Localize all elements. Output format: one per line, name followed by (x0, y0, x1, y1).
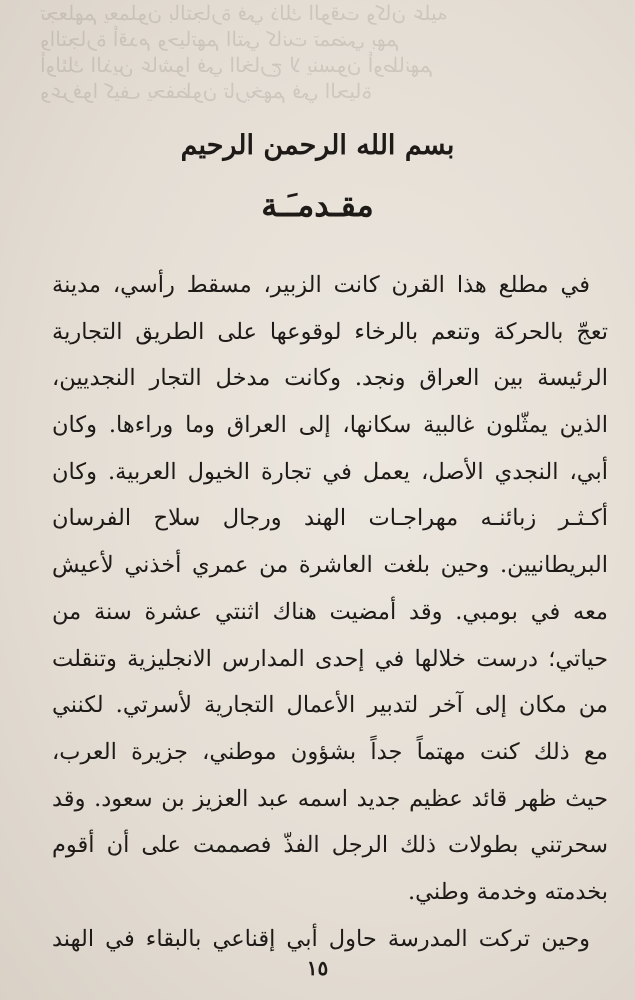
text-line: الذين يمثّلون غالبية سكانها، إلى العراق وما وراءها. وكان (52, 412, 608, 439)
text-line: الرئيسة بين العراق ونجد. وكانت مدخل التجار النجديين، (52, 365, 608, 392)
introduction-title: مقـدمـَـة (261, 186, 374, 224)
bleed-line: والتجارة أقدم وحياتهم التي كانت تمضي بهم (40, 27, 400, 51)
text-line: من مكان إلى آخر لتدبير الأعمال التجارية لأسرتي. لكنني (52, 692, 608, 719)
text-line: بخدمته وخدمة وطني. (408, 878, 608, 905)
text-line: أبي، النجدي الأصل، يعمل في تجارة الخيول العربية. وكان (52, 458, 608, 485)
body-text (52, 262, 608, 962)
text-line: في مطلع هذا القرن كانت الزبير، مسقط رأسي، مدينة (52, 272, 590, 298)
text-line: حيث ظهر قائد عظيم جديد اسمه عبد العزيز بن سعود. وقد (52, 785, 608, 812)
bleed-line: وعرفوا كيف يحفظون تاريخهم في الحياة (40, 79, 372, 103)
bleed-line: أولئك الذين عاشوا في الخارج لا ينسون أوطانهم (40, 53, 433, 77)
text-line: معه في بومبي. وقد أمضيت هناك اثنتي عشرة سنة من (52, 598, 608, 625)
text-line: مع ذلك كنت مهتماً جداً بشؤون موطني، جزيرة العرب، (52, 738, 608, 765)
text-line: أكـثـر زبائنـه مهراجـات الهند ورجال سلاح الفرسان (52, 505, 608, 532)
basmala-heading: بسم الله الرحمن الرحيم (180, 130, 455, 161)
text-line: البريطانيين. وحين بلغت العاشرة من عمري أخذني لأعيش (52, 552, 608, 579)
bleed-through-text (40, 0, 600, 115)
page-number: ١٥ (306, 956, 329, 980)
bleed-line: تجعلهم يعملون بالتجارة في ذلك الوقت وكان عليه (40, 1, 448, 25)
text-line: سحرتني بطولات ذلك الرجل الفذّ فصممت على أن أقوم (52, 832, 608, 859)
text-line: تعجّ بالحركة وتنعم بالرخاء لوقوعها على الطريق التجارية (52, 318, 608, 345)
text-line: وحين تركت المدرسة حاول أبي إقناعي بالبقاء في الهند (52, 925, 590, 952)
text-line: حياتي؛ درست خلالها في إحدى المدارس الانجليزية وتنقلت (52, 645, 608, 672)
